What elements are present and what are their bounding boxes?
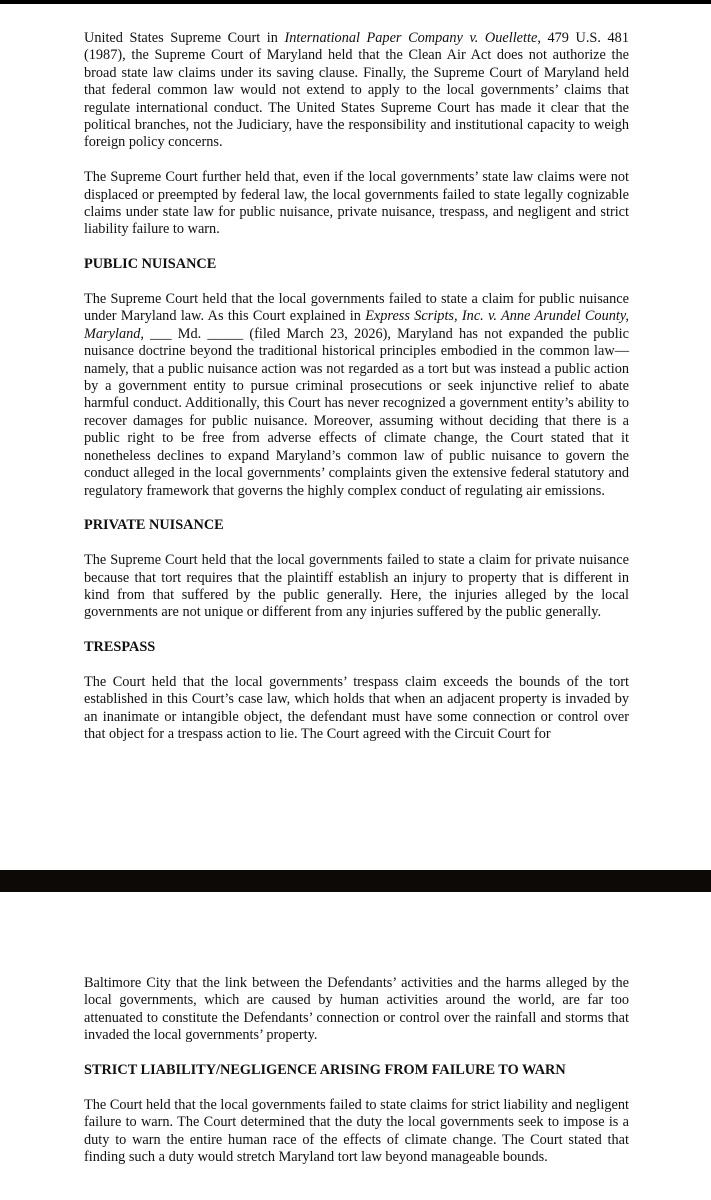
page-1-body (84, 30, 629, 744)
paragraph-public-nuisance (84, 291, 629, 500)
paragraph-text: United States Supreme Court in (84, 30, 285, 46)
case-citation: International Paper Company v. Ouellette (284, 30, 538, 46)
paragraph-private-nuisance: The Supreme Court held that the local governments failed to state a claim for private nuisance because that tort requires that the plaintiff establish an injury to property that is different in kind from that suffered by the public generally. Here, the injuries alleged by the local governments are not unique or different from any injuries suffered by the public generally. (84, 552, 629, 621)
paragraph-text: The Supreme Court held that the local governments failed to state a claim for public nuisance under Maryland law. As this Court explained in (84, 291, 629, 325)
paragraph-preemption (84, 30, 629, 152)
paragraph-state-law-claims: The Supreme Court further held that, even if the local governments’ state law claims were not displaced or preempted by federal law, the local governments failed to state legally cognizable claims under state law for public nuisance, private nuisance, trespass, and negligent and strict liability failure to warn. (84, 169, 629, 238)
heading-private-nuisance: PRIVATE NUISANCE (84, 517, 224, 534)
page-divider (0, 870, 711, 892)
page-2-body (84, 975, 629, 1166)
heading-failure-to-warn: STRICT LIABILITY/NEGLIGENCE ARISING FROM FAILURE TO WARN (84, 1062, 566, 1079)
heading-public-nuisance: PUBLIC NUISANCE (84, 256, 217, 273)
top-edge-bar (0, 0, 711, 4)
paragraph-trespass-continued: Baltimore City that the link between the Defendants’ activities and the harms alleged by the local governments, which are caused by human activities around the world, are far too attenuated to constitute the Defendants’ connection or control over the rainfall and storms that invaded the local governments’ property. (84, 975, 629, 1044)
heading-trespass: TRESPASS (84, 639, 156, 656)
case-citation: Express Scripts, Inc. v. Anne Arundel County, Maryland (84, 308, 629, 342)
paragraph-text: , 479 U.S. 481 (1987), the Supreme Court of Maryland held that the Clean Air Act does not authorize the broad state law claims under its saving clause. Finally, the Supreme Court of Maryland held that federal common law would not extend to apply to the local governments’ claims that regulate international conduct. The United States Supreme Court has made it clear that the political branches, not the Judiciary, have the responsibility and institutional capacity to weigh foreign policy concerns. (84, 30, 629, 151)
paragraph-failure-to-warn: The Court held that the local governments failed to state claims for strict liability and negligent failure to warn. The Court determined that the duty the local governments seek to impose is a duty to warn the entire human race of the effects of climate change. The Court stated that finding such a duty would stretch Maryland tort law beyond manageable bounds. (84, 1096, 629, 1166)
paragraph-trespass: The Court held that the local governments’ trespass claim exceeds the bounds of the tort established in this Court’s case law, which holds that when an adjacent property is invaded by an inanimate or intangible object, the defendant must have some connection or control over that object for a trespass action to lie. The Court agreed with the Circuit Court for (84, 673, 629, 743)
paragraph-text: , ___ Md. _____ (filed March 23, 2026), Maryland has not expanded the public nuisance doctrine beyond the traditional historical principles embodied in the common law—namely, that a public nuisance action was not regarded as a tort but was instead a public action by a government entity to pursue criminal prosecutions or seek injunctive relief to abate harmful conduct. Additionally, this Court has never recognized a government entity’s ability to recover damages for public nuisance. Moreover, assuming without deciding that there is a public right to be free from adverse effects of climate change, the Court stated that it nonetheless declines to expand Maryland’s common law of public nuisance to govern the conduct alleged in the local governments’ complaints given the extensive federal statutory and regulatory framework that governs the highly complex conduct of regulating air emissions. (84, 325, 629, 499)
